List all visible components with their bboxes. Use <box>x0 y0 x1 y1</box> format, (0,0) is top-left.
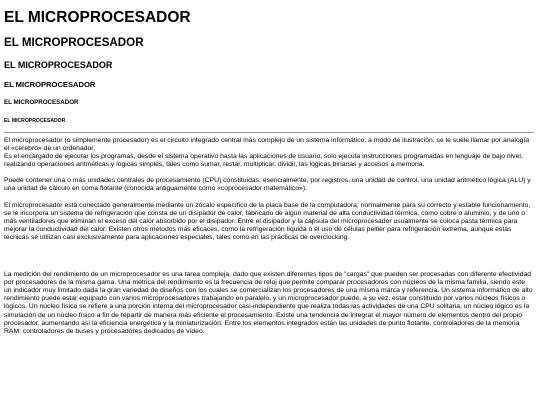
paragraph-intro-line-1: El microprocesador (o simplemente procesador) es el circuito integrado central más complejo de un sistema informático; a modo de ilustración, se le suele llamar por analogía el «cerebro» de un ordenador. <box>4 137 530 153</box>
heading-level-2: EL MICROPROCESADOR <box>4 36 144 49</box>
heading-level-1: EL MICROPROCESADOR <box>4 9 191 26</box>
heading-level-5: EL MICROPROCESADOR <box>4 99 79 106</box>
heading-level-6: EL MICROPROCESADOR <box>4 118 66 124</box>
heading-level-4: EL MICROPROCESADOR <box>4 80 96 89</box>
paragraph-intro-line-2: Es el encargado de ejecutar los programas, desde el sistema operativo hasta las aplicaciones de usuario; solo ejecuta instrucciones programadas en lenguaje de bajo nivel, realizando operaciones aritméticas y lógicas simples, tales como sumar, restar, multiplicar, dividir, las lógicas binarias y accesos a memoria. <box>4 153 523 169</box>
paragraph-cooling: El microprocesador está conectado generalmente mediante un zócalo específico de la placa base de la computadora; normalmente para su correcto y estable funcionamiento, se le incorpora un sistema de refrigeración que consta de un disipador de calor, fabricado de algún material de alta conductividad térmica, como cobre o aluminio, y de uno o más ventiladores que eliminan el exceso del calor absorbido por el disipador. Entre el disipador y la cápsula del microprocesador usualmente se coloca pasta térmica para mejorar la conductividad del calor. Existen otros métodos más eficaces, como la refrigeración líquida o el uso de células peltier para refrigeración extrema, aunque estas técnicas se utilizan casi exclusivamente para aplicaciones especiales, tales como en las prácticas de overclocking. <box>4 201 531 241</box>
paragraph-performance: La medición del rendimiento de un microprocesador es una tarea compleja, dado que existen diferentes tipos de "cargas" que pueden ser procesadas con diferente efectividad por procesadores de la misma gama. Una métrica del rendimiento es la frecuencia de reloj que permite comparar procesadores con núcleos de la misma familia, siendo este un indicador muy limitado dada la gran variedad de diseños con los cuales se comercializan los procesadores de una misma marca y referencia. Un sistema informático de alto rendimiento puede estar equipado con varios microprocesadores trabajando en paralelo, y un microprocesador puede, a su vez, estar constituido por varios núcleos físicos o lógicos. Un núcleo físico se refiere a una porción interna del microprocesador casi-independiente que realiza todas las actividades de una CPU solitaria, un núcleo lógico es la simulación de un núcleo físico a fin de repartir de manera más eficiente el procesamiento. Existe una tendencia de integrar el mayor número de elementos dentro del propio procesador, aumentando así la eficiencia energética y la miniaturización. Entre los elementos integrados están las unidades de punto flotante, controladores de la memoria RAM, controladores de buses y procesadores dedicados de vídeo. <box>4 271 533 335</box>
paragraph-intro <box>4 133 534 169</box>
paragraph-cpu-units: Puede contener una o más unidades centrales de procesamiento (CPU) constituidas, esencialmente, por registros, una unidad de control, una unidad aritmético lógica (ALU) y una unidad de cálculo en coma flotante (conocida antiguamente como «coprocesador matemático»). <box>4 177 531 193</box>
heading-level-3: EL MICROPROCESADOR <box>4 60 113 70</box>
